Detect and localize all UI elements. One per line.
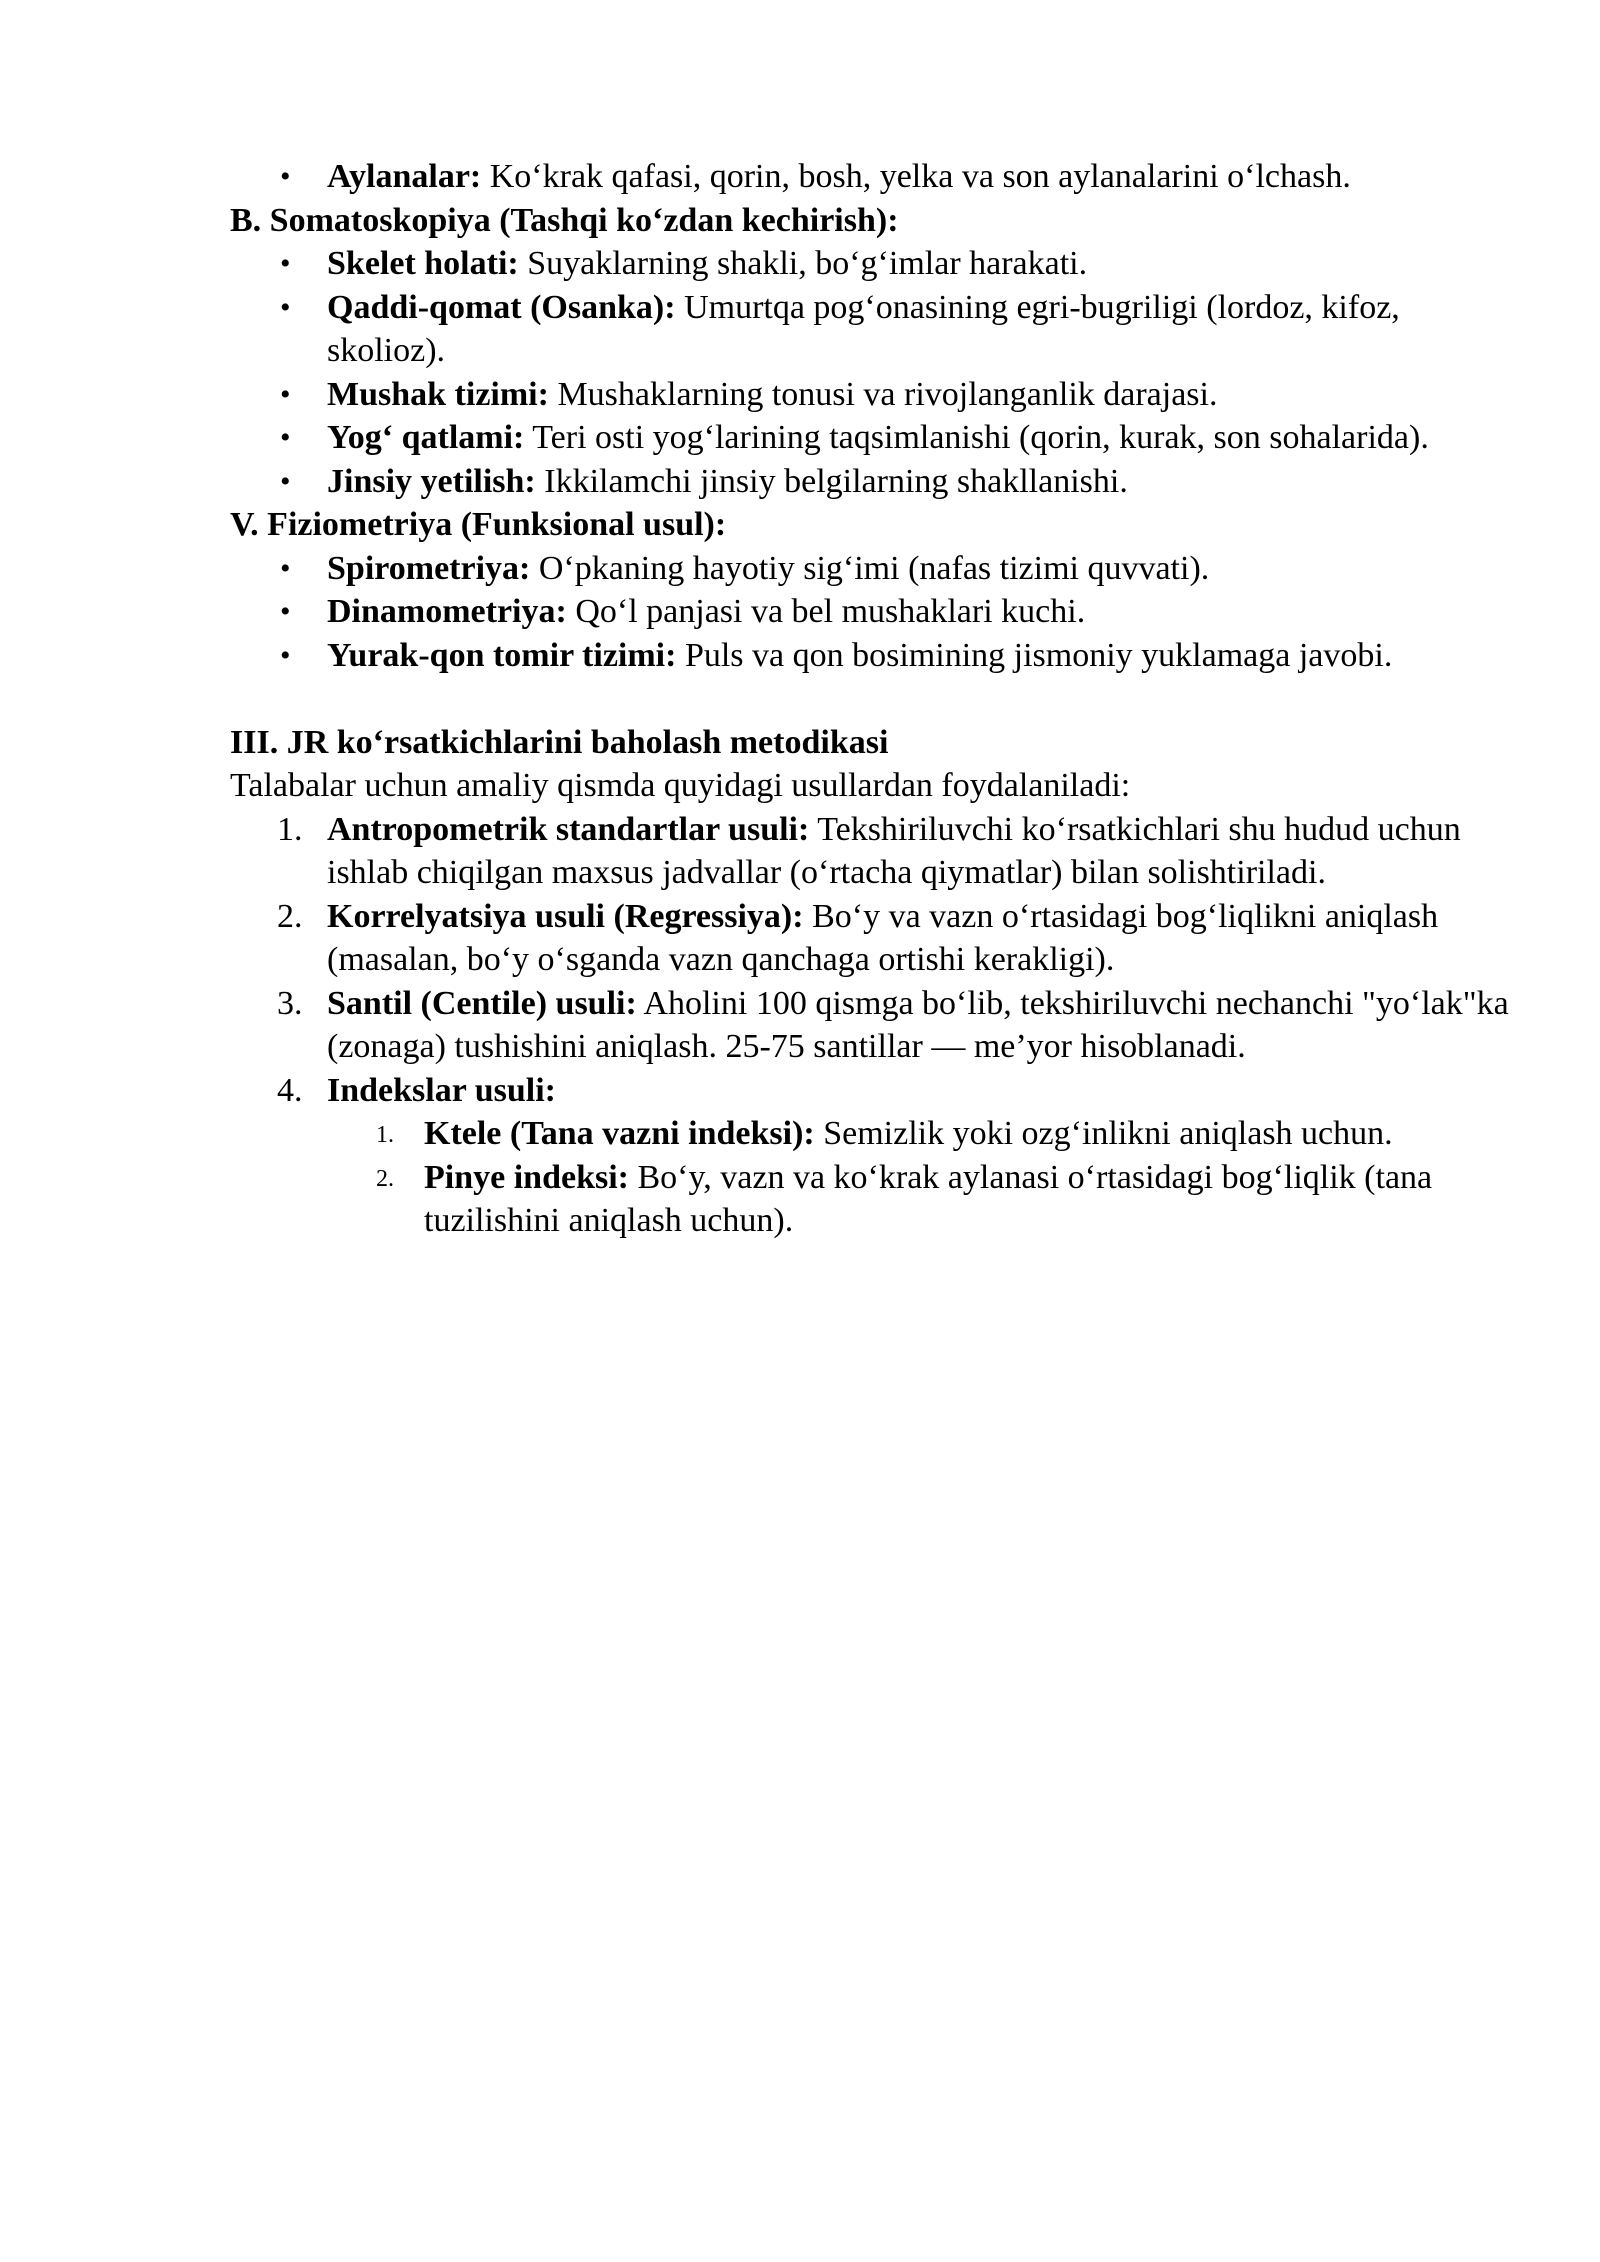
bullet-marker: •: [280, 160, 291, 193]
list-item-text: Mushaklarning tonusi va rivojlanganlik darajasi.: [548, 375, 1218, 413]
list-item: [230, 1069, 1520, 1113]
list-number: 2.: [376, 1165, 394, 1192]
list-item-term: Dinamometriya:: [327, 593, 567, 630]
list-number: 1.: [376, 1122, 394, 1148]
list-item-text: Bo‘y, vazn va ko‘krak aylanasi o‘rtasidagi bog‘liqlik (tana tuzilishini aniqlash uchun).: [424, 1158, 1433, 1239]
list-item-text: Aholini 100 qismga bo‘lib, tekshiriluvchi nechanchi "yo‘lak"ka (zonaga) tushishini aniqlash. 25-75 santillar — me’yor hisoblanadi.: [327, 984, 1509, 1065]
bullet-marker: •: [280, 290, 291, 324]
bullet-marker: •: [280, 421, 291, 454]
list-item-term: Yurak-qon tomir tizimi:: [327, 636, 677, 674]
list-item-term: Mushak tizimi:: [327, 375, 549, 413]
list-item-text: Semizlik yoki ozg‘inlikni aniqlash uchun.: [814, 1115, 1393, 1152]
list-item-text: Teri osti yog‘larining taqsimlanishi (qorin, kurak, son sohalarida).: [524, 419, 1429, 456]
list-item-term: Santil (Centile) usuli:: [327, 984, 637, 1022]
paragraph-spacer: [230, 677, 1520, 721]
list-item: [230, 982, 1520, 1069]
methods-list: [230, 808, 1520, 1113]
list-item-text: O‘pkaning hayotiy sig‘imi (nafas tizimi quvvati).: [530, 549, 1210, 587]
list-item-text: Ikkilamchi jinsiy belgilarning shakllanishi.: [535, 462, 1128, 500]
list-item-text: Umurtqa pog‘onasining egri-bugriligi (lordoz, kifoz, skolioz).: [327, 288, 1400, 369]
list-item: [230, 460, 1520, 504]
list-item-term: Skelet holati:: [327, 245, 519, 282]
index-methods-sublist: [327, 1112, 1520, 1243]
bullet-marker: •: [280, 377, 291, 411]
section-v-heading: V. Fiziometriya (Funksional usul):: [230, 506, 727, 543]
section-v-list: [230, 547, 1520, 678]
list-item-term: Korrelyatsiya usuli (Regressiya):: [327, 897, 804, 935]
list-item-text: Suyaklarning shakli, bo‘g‘imlar harakati.: [518, 245, 1088, 282]
list-item-term: Spirometriya:: [327, 549, 531, 587]
list-item-text: Puls va qon bosimining jismoniy yuklamaga javobi.: [676, 636, 1393, 674]
list-item-term: Antropometrik standartlar usuli:: [327, 810, 810, 848]
list-item: [230, 590, 1520, 634]
list-item-term: Aylanalar:: [327, 158, 482, 195]
list-item-term: Yog‘ qatlami:: [327, 419, 525, 456]
list-item-term: Jinsiy yetilish:: [327, 462, 536, 500]
bullet-marker: •: [280, 638, 291, 672]
list-item: [230, 155, 1520, 199]
list-number: 2.: [277, 897, 303, 935]
bullet-marker: •: [280, 551, 291, 585]
list-item-text: Qo‘l panjasi va bel mushaklari kuchi.: [566, 593, 1086, 630]
section-3-heading: III. JR ko‘rsatkichlarini baholash metodikasi: [230, 723, 889, 761]
list-item-text: Ko‘krak qafasi, qorin, bosh, yelka va son aylanalarini o‘lchash.: [481, 158, 1351, 195]
list-item: [230, 808, 1520, 895]
bullet-marker: •: [280, 464, 291, 498]
list-number: 4.: [277, 1071, 303, 1109]
list-item: [327, 1112, 1520, 1156]
list-item: [230, 634, 1520, 678]
list-item: [230, 416, 1520, 460]
list-item: [230, 373, 1520, 417]
section-a-list: [230, 155, 1520, 199]
list-item-term: Indekslar usuli:: [327, 1071, 556, 1109]
list-item-text: Tekshiriluvchi ko‘rsatkichlari shu hudud uchun ishlab chiqilgan maxsus jadvallar (o‘rtacha qiymatlar) bilan solishtiriladi.: [327, 810, 1461, 891]
bullet-marker: •: [280, 595, 291, 628]
list-item-term: Qaddi-qomat (Osanka):: [327, 288, 676, 326]
list-item-term: Ktele (Tana vazni indeksi):: [424, 1115, 815, 1152]
section-b-list: [230, 242, 1520, 503]
bullet-marker: •: [280, 247, 291, 280]
list-item: [230, 242, 1520, 286]
list-item: [230, 895, 1520, 982]
list-number: 3.: [277, 984, 303, 1022]
list-item-text: Bo‘y va vazn o‘rtasidagi bog‘liqlikni aniqlash (masalan, bo‘y o‘sganda vazn qanchaga ortishi kerakligi).: [327, 897, 1439, 978]
list-item: [327, 1156, 1520, 1243]
list-item: [230, 547, 1520, 591]
list-number: 1.: [277, 810, 303, 848]
list-item-term: Pinye indeksi:: [424, 1158, 629, 1196]
section-3-intro: Talabalar uchun amaliy qismda quyidagi usullardan foydalaniladi:: [230, 767, 1131, 804]
section-b-heading: B. Somatoskopiya (Tashqi ko‘zdan kechirish):: [230, 201, 899, 239]
document-page: [230, 155, 1520, 1243]
list-item: [230, 286, 1520, 373]
